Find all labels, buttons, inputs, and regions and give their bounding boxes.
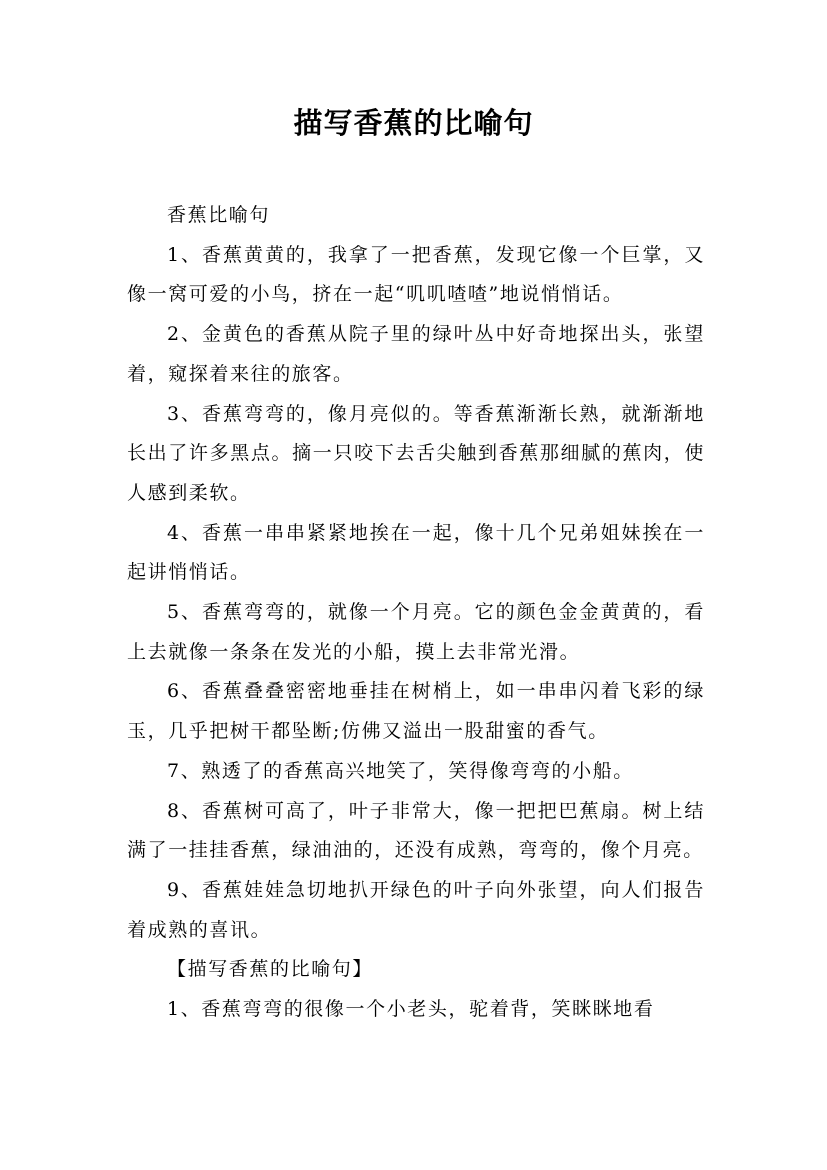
paragraph: 2、金黄色的香蕉从院子里的绿叶丛中好奇地探出头，张望着，窥探着来往的旅客。	[127, 323, 705, 385]
document-body	[127, 196, 705, 1030]
paragraph: 9、香蕉娃娃急切地扒开绿色的叶子向外张望，向人们报告着成熟的喜讯。	[127, 878, 705, 941]
document-title: 描写香蕉的比喻句	[293, 106, 534, 140]
paragraph: 3、香蕉弯弯的，像月亮似的。等香蕉渐渐长熟，就渐渐地长出了许多黑点。摘一只咬下去舌尖触到香蕉那细腻的蕉肉，使人感到柔软。	[127, 402, 705, 504]
section-heading: 【描写香蕉的比喻句】	[167, 958, 374, 981]
section-heading: 香蕉比喻句	[167, 204, 271, 226]
paragraph: 5、香蕉弯弯的，就像一个月亮。它的颜色金金黄黄的，看上去就像一条条在发光的小船，摸上去非常光滑。	[127, 601, 705, 663]
paragraph: 7、熟透了的香蕉高兴地笑了，笑得像弯弯的小船。	[167, 759, 634, 782]
paragraph: 1、香蕉黄黄的，我拿了一把香蕉，发现它像一个巨掌，又像一窝可爱的小鸟，挤在一起“叽叽喳喳”地说悄悄话。	[127, 243, 705, 306]
paragraph: 8、香蕉树可高了，叶子非常大，像一把把巴蕉扇。树上结满了一挂挂香蕉，绿油油的，还没有成熟，弯弯的，像个月亮。	[127, 799, 705, 862]
paragraph: 6、香蕉叠叠密密地垂挂在树梢上，如一串串闪着飞彩的绿玉，几乎把树干都坠断;仿佛又溢出一股甜蜜的香气。	[127, 680, 705, 743]
paragraph: 1、香蕉弯弯的很像一个小老头，驼着背，笑眯眯地看	[167, 998, 655, 1021]
paragraph: 4、香蕉一串串紧紧地挨在一起，像十几个兄弟姐妹挨在一起讲悄悄话。	[127, 521, 705, 584]
